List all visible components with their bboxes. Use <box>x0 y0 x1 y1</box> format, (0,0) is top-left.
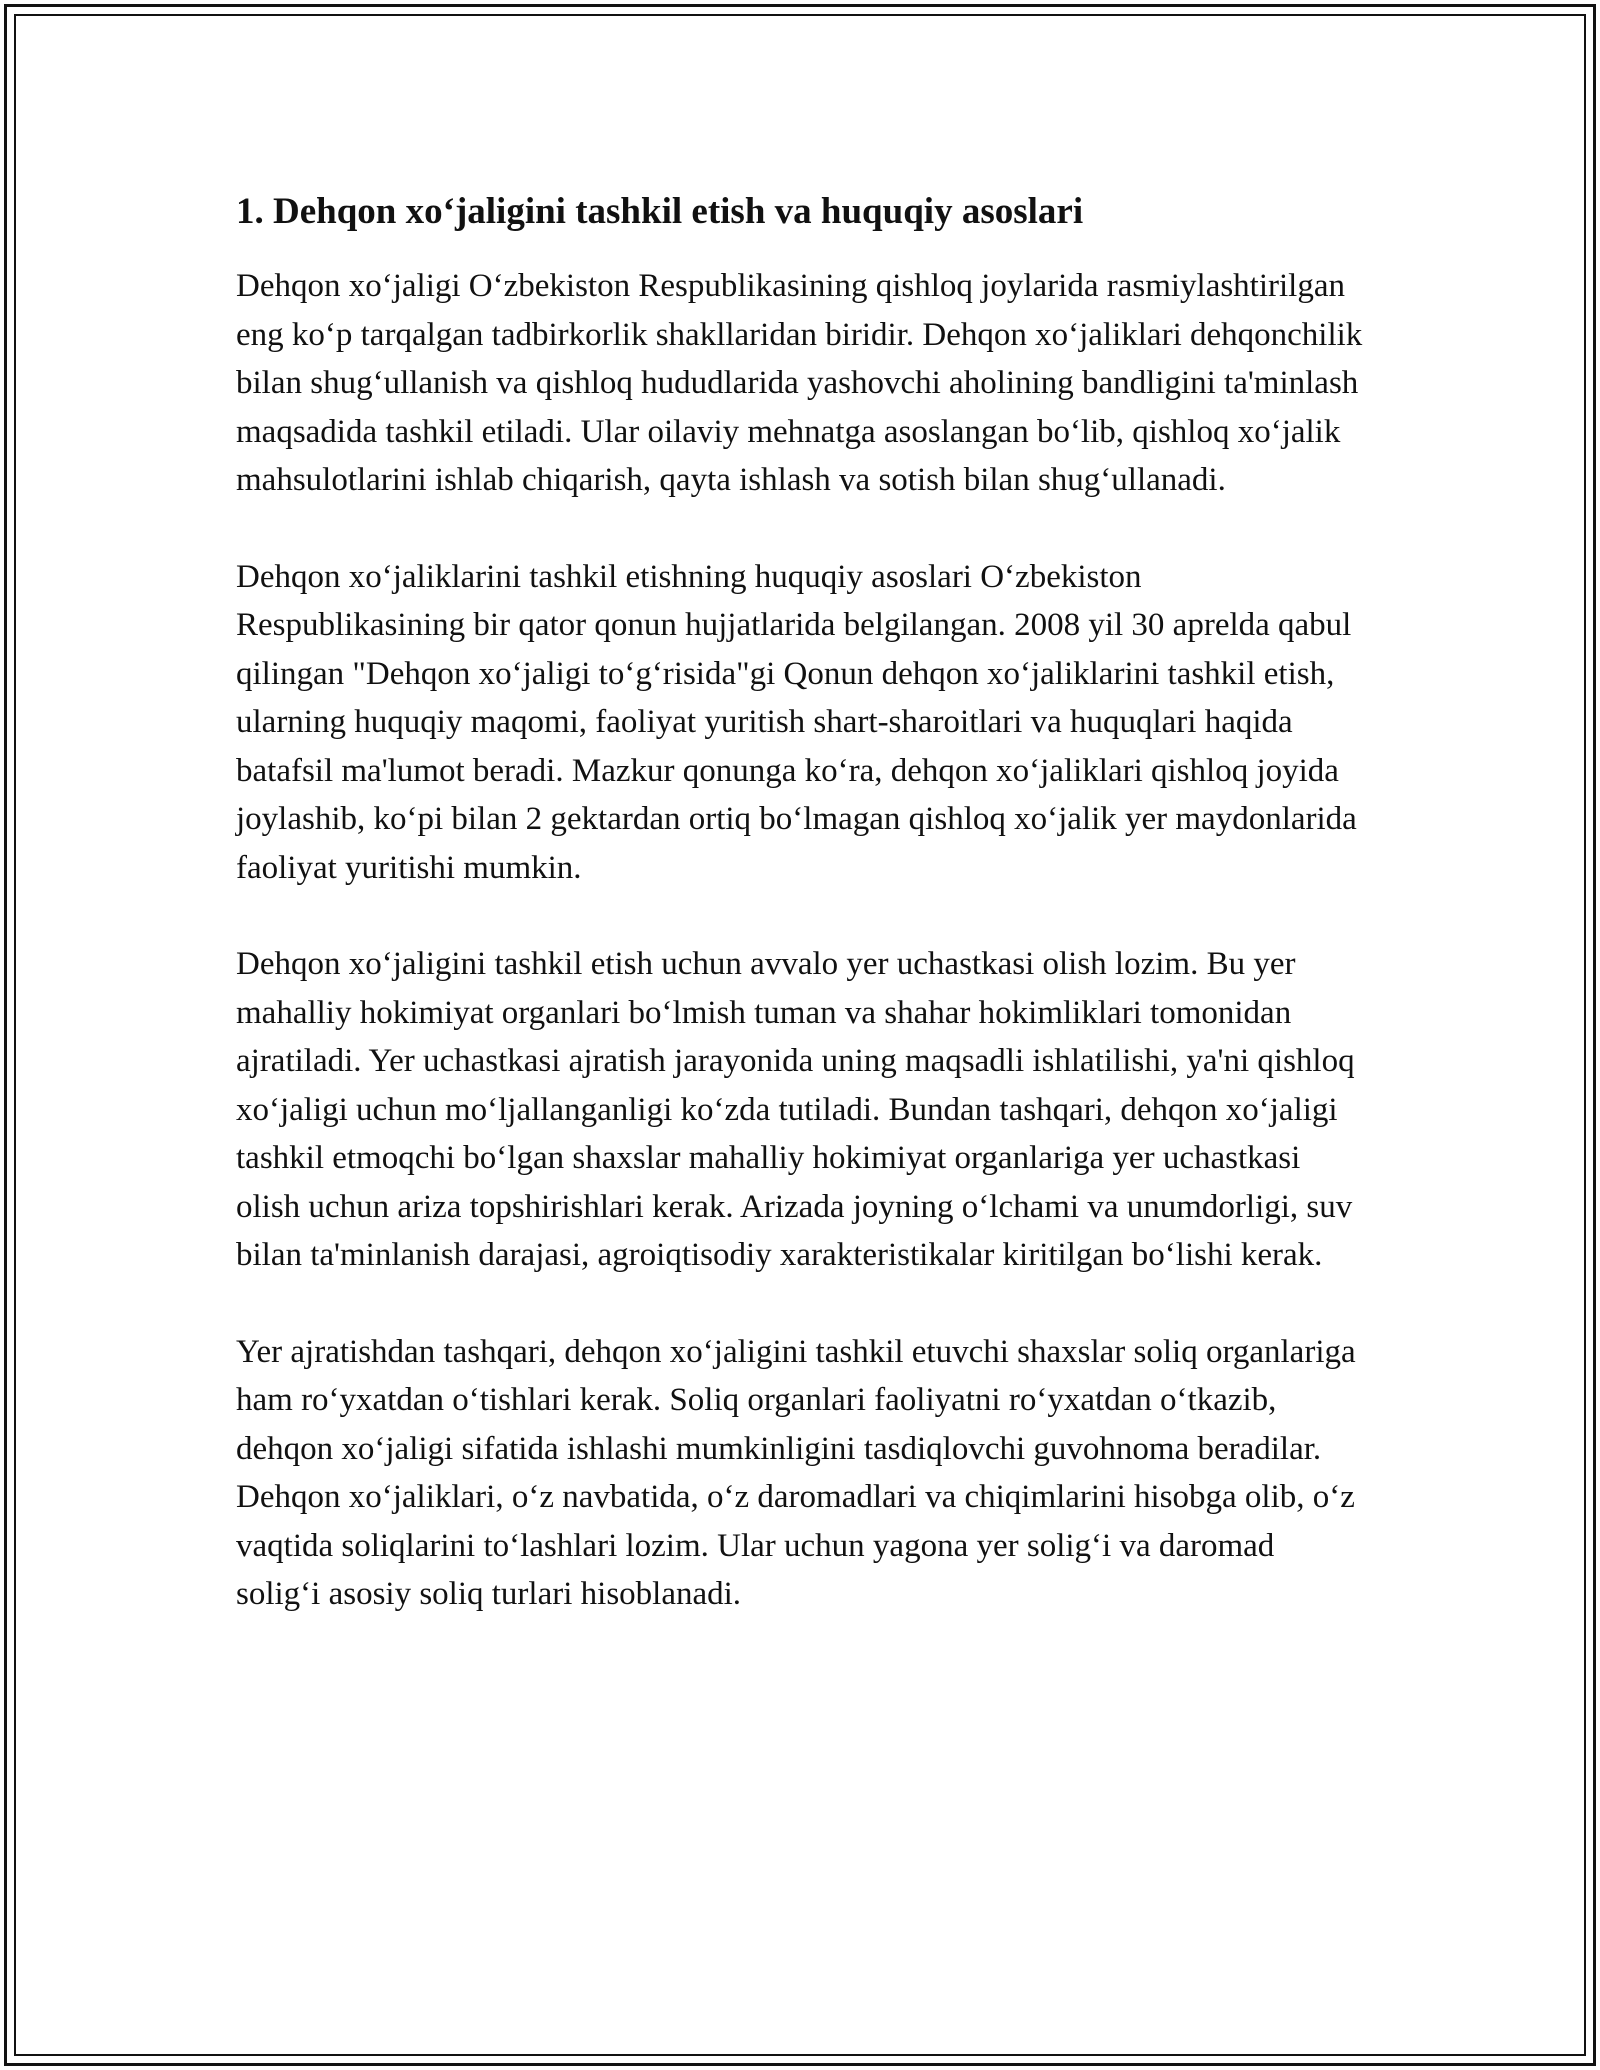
document-title: 1. Dehqon xo‘jaligini tashkil etish va huquqiy asoslari <box>236 191 1084 232</box>
paragraph-legal-basis: Dehqon xo‘jaliklarini tashkil etishning huquqiy asoslari O‘zbekiston Respublikasining bir qator qonun hujjatlarida belgilangan. 2008 yil 30 aprelda qabul qilingan "Dehqon xo‘jaligi to‘g‘risida"gi Qonun dehqon xo‘jaliklarini tashkil etish, ularning huquqiy maqomi, faoliyat yuritish shart-sharoitlari va huquqlari haqida batafsil ma'lumot beradi. Mazkur qonunga ko‘ra, dehqon xo‘jaliklari qishloq joyida joylashib, ko‘pi bilan 2 gektardan ortiq bo‘lmagan qishloq xo‘jalik yer maydonlarida faoliyat yuritishi mumkin. <box>236 558 1357 886</box>
paragraph-land-plot: Dehqon xo‘jaligini tashkil etish uchun avvalo yer uchastkasi olish lozim. Bu yer mahalliy hokimiyat organlari bo‘lmish tuman va shahar hokimliklari tomonidan ajratiladi. Yer uchastkasi ajratish jarayonida uning maqsadli ishlatilishi, ya'ni qishloq xo‘jaligi uchun mo‘ljallanganligi ko‘zda tutiladi. Bundan tashqari, dehqon xo‘jaligi tashkil etmoqchi bo‘lgan shaxslar mahalliy hokimiyat organlariga yer uchastkasi olish uchun ariza topshirishlari kerak. Arizada joyning o‘lchami va unumdorligi, suv bilan ta'minlanish darajasi, agroiqtisodiy xarakteristikalar kiritilgan bo‘lishi kerak. <box>236 946 1355 1273</box>
document-body <box>236 188 1364 1667</box>
paragraph-introduction: Dehqon xo‘jaligi O‘zbekiston Respublikasining qishloq joylarida rasmiylashtirilgan eng ko‘p tarqalgan tadbirkorlik shakllaridan biridir. Dehqon xo‘jaliklari dehqonchilik bilan shug‘ullanish va qishloq hududlarida yashovchi aholining bandligini ta'minlash maqsadida tashkil etiladi. Ular oilaviy mehnatga asoslangan bo‘lib, qishloq xo‘jalik mahsulotlarini ishlab chiqarish, qayta ishlash va sotish bilan shug‘ullanadi. <box>236 268 1363 498</box>
paragraph-tax-registration: Yer ajratishdan tashqari, dehqon xo‘jaligini tashkil etuvchi shaxslar soliq organlariga ham ro‘yxatdan o‘tishlari kerak. Soliq organlari faoliyatni ro‘yxatdan o‘tkazib, dehqon xo‘jaligi sifatida ishlashi mumkinligini tasdiqlovchi guvohnoma beradilar. Dehqon xo‘jaliklari, o‘z navbatida, o‘z daromadlari va chiqimlarini hisobga olib, o‘z vaqtida soliqlarini to‘lashlari lozim. Ular uchun yagona yer solig‘i va daromad solig‘i asosiy soliq turlari hisoblanadi. <box>236 1333 1356 1612</box>
